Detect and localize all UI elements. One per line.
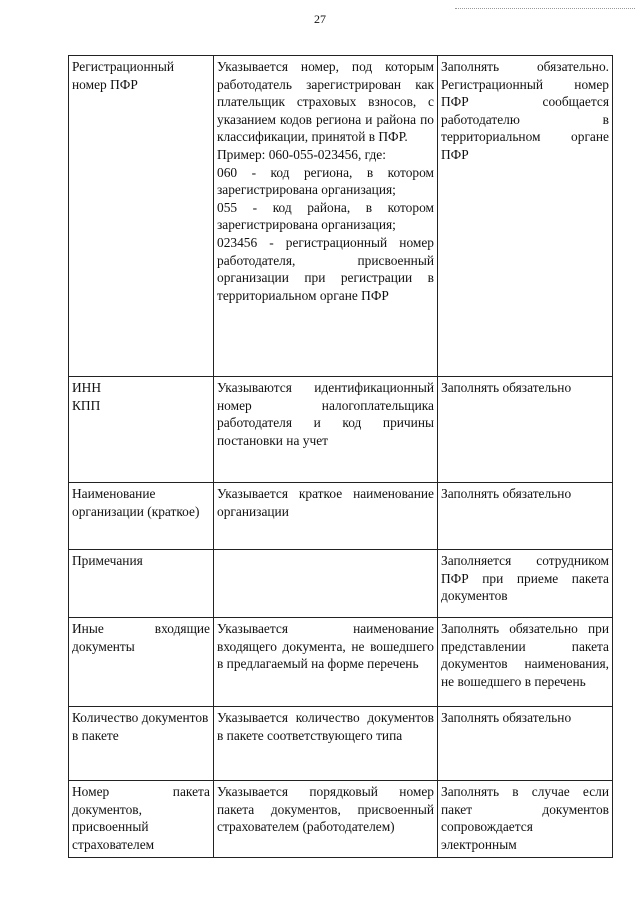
page-number: 27 [314,12,326,26]
field-name-cell: Регистрационный номер ПФР [69,56,214,377]
table-row [69,56,613,377]
requirement-cell: Заполнять обязательно [438,707,613,781]
table-row [69,618,613,707]
field-name-cell: Иные входящие документы [69,618,214,707]
table-row [69,781,613,858]
top-dotted-rule [455,8,635,9]
description-cell: Указываются идентификационный номер налогоплательщика работодателя и код причины постановки на учет [214,377,438,483]
field-name-cell: Количество документов в пакете [69,707,214,781]
description-cell: Указывается порядковый номер пакета документов, присвоенный страхователем (работодателем) [214,781,438,858]
description-cell [214,550,438,618]
field-name-cell: Наименование организации (краткое) [69,483,214,550]
requirement-cell: Заполнять обязательно [438,377,613,483]
table-row [69,483,613,550]
table-row [69,377,613,483]
field-name-cell: Примечания [69,550,214,618]
fields-table [68,55,613,858]
requirement-cell: Заполнять обязательно [438,483,613,550]
field-name-cell: Номер пакета документов, присвоенный страхователем [69,781,214,858]
table-row [69,707,613,781]
requirement-cell: Заполнять в случае если пакет документов сопровождается электронным [438,781,613,858]
requirement-cell: Заполнять обязательно при представлении пакета документов наименования, не вошедшего в перечень [438,618,613,707]
description-cell: Указывается наименование входящего документа, не вошедшего в предлагаемый на форме перечень [214,618,438,707]
description-cell: Указывается номер, под которым работодатель зарегистрирован как плательщик страховых взносов, с указанием кодов региона и района по классификации, принятой в ПФР. Пример: 060-055-023456, где: 060 - код региона, в котором зарегистрирована организация; 055 - код района, в котором зарегистрирована организация; 023456 - регистрационный номер работодателя, присвоенный организации при регистрации в территориальном органе ПФР [214,56,438,377]
field-name-cell: ИНН КПП [69,377,214,483]
requirement-cell: Заполняется сотрудником ПФР при приеме пакета документов [438,550,613,618]
table-row [69,550,613,618]
description-cell: Указывается количество документов в пакете соответствующего типа [214,707,438,781]
requirement-cell: Заполнять обязательно. Регистрационный номер ПФР сообщается работодателю в территориальном органе ПФР [438,56,613,377]
description-cell: Указывается краткое наименование организации [214,483,438,550]
